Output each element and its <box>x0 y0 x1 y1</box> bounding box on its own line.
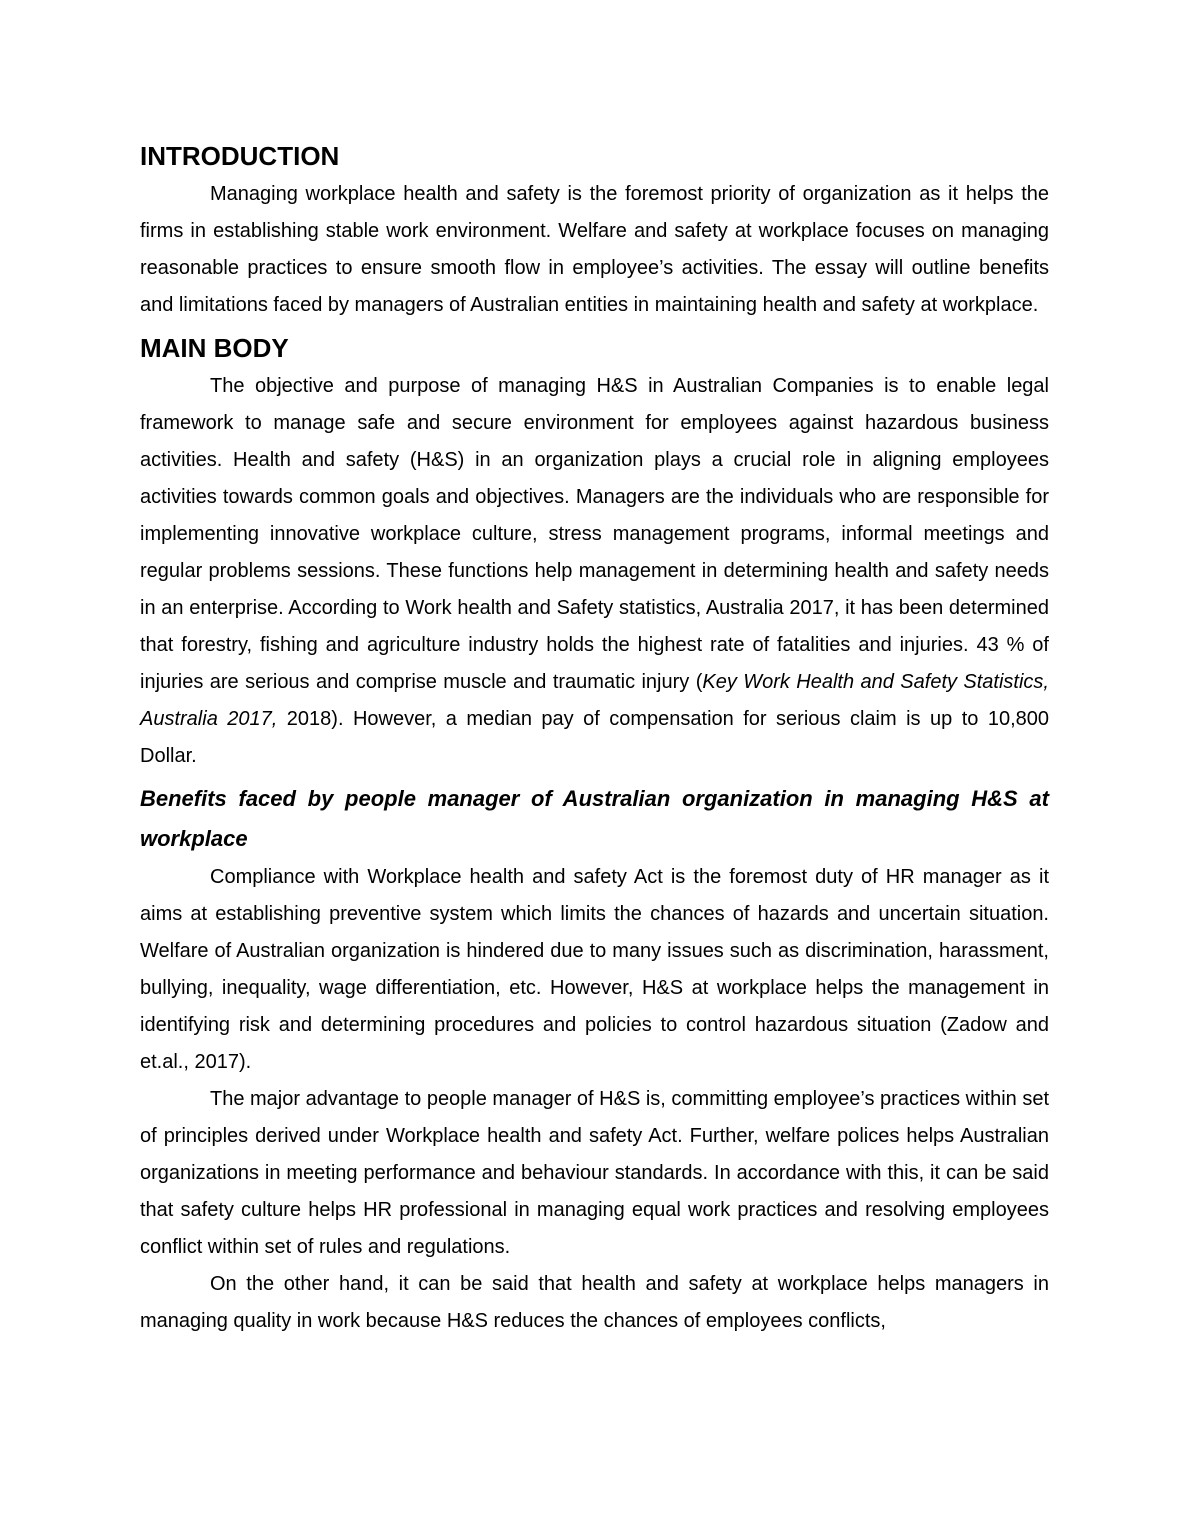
introduction-heading: INTRODUCTION <box>140 141 340 171</box>
benefits-paragraph-1: Compliance with Workplace health and safety Act is the foremost duty of HR manager as it aims at establishing preventive system which limits the chances of hazards and uncertain situation. Welfare of Australian organization is hindered due to many issues such as discrimination, harassment, bullying, inequality, wage differentiation, etc. However, H&S at workplace helps the management in identifying risk and determining procedures and policies to control hazardous situation (Zadow and et.al., 2017). <box>140 866 1049 1073</box>
document-page <box>140 136 1049 1340</box>
main-body-heading: MAIN BODY <box>140 333 289 363</box>
main-body-text-before-citation: The objective and purpose of managing H&S in Australian Companies is to enable legal framework to manage safe and secure environment for employees against hazardous business activities. Health and safety (H&S) in an organization plays a crucial role in aligning employees activities towards common goals and objectives. Managers are the individuals who are responsible for implementing innovative workplace culture, stress management programs, informal meetings and regular problems sessions. These functions help management in determining health and safety needs in an enterprise. According to Work health and Safety statistics, Australia 2017, it has been determined that forestry, fishing and agriculture industry holds the highest rate of fatalities and injuries. 43 % of injuries are serious and comprise muscle and traumatic injury ( <box>140 375 1049 693</box>
introduction-paragraph: Managing workplace health and safety is the foremost priority of organization as it helps the firms in establishing stable work environment. Welfare and safety at workplace focuses on managing reasonable practices to ensure smooth flow in employee’s activities. The essay will outline benefits and limitations faced by managers of Australian entities in maintaining health and safety at workplace. <box>140 183 1049 316</box>
benefits-paragraph-2: The major advantage to people manager of H&S is, committing employee’s practices within set of principles derived under Workplace health and safety Act. Further, welfare polices helps Australian organizations in meeting performance and behaviour standards. In accordance with this, it can be said that safety culture helps HR professional in managing equal work practices and resolving employees conflict within set of rules and regulations. <box>140 1088 1049 1258</box>
benefits-paragraph-3: On the other hand, it can be said that health and safety at workplace helps managers in managing quality in work because H&S reduces the chances of employees conflicts, <box>140 1273 1049 1332</box>
citation-italic: Key Work Health and Safety Statistics, Australia 2017, <box>140 671 1049 730</box>
main-body-paragraph <box>140 368 1049 775</box>
benefits-heading: Benefits faced by people manager of Australian organization in managing H&S at workplace <box>140 786 1049 851</box>
main-body-text-after-citation: 2018). However, a median pay of compensation for serious claim is up to 10,800 Dollar. <box>140 708 1050 767</box>
